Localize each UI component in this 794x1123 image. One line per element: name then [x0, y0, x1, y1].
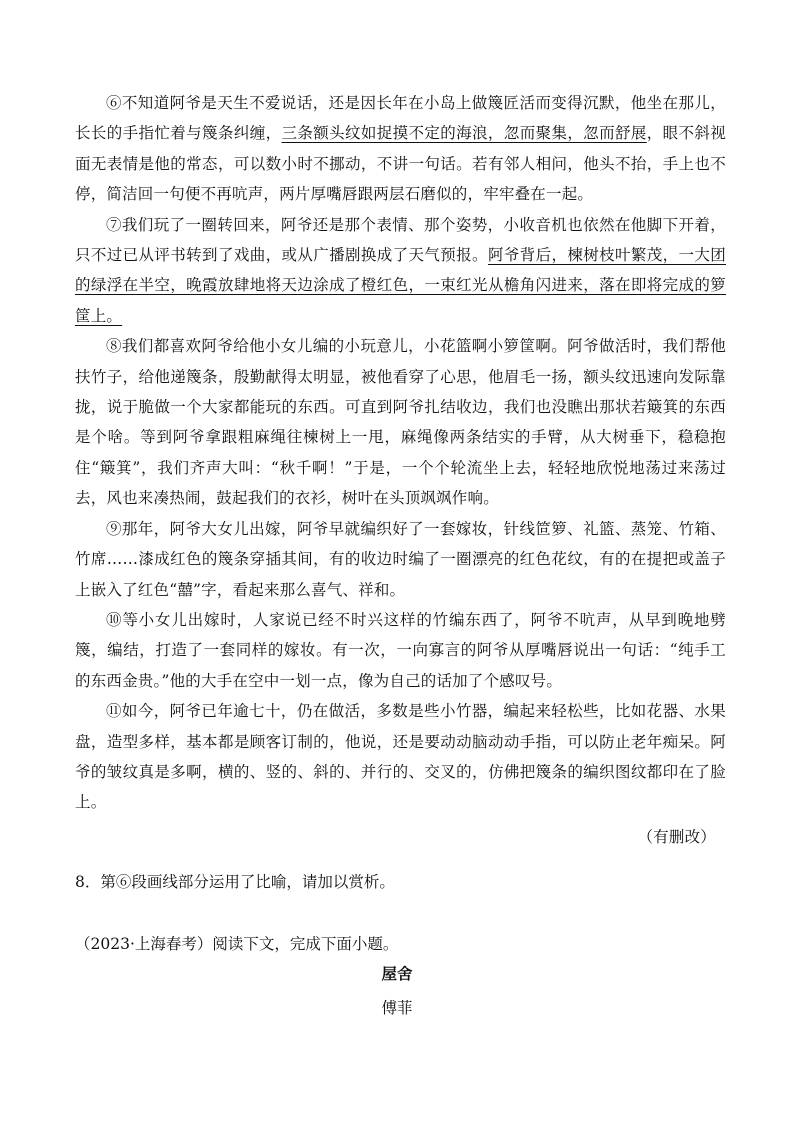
passage-body — [75, 88, 726, 852]
paragraph — [75, 605, 726, 696]
source-note: （有删改） — [637, 827, 716, 846]
underlined-text: 阿爷背后，楝树枝叶繁茂，一大团的绿浮在半空，晚霞放肆地将天边涂成了橙红色，一束红光从檐角闪进来，落在即将完成的箩筐上。 — [75, 246, 726, 325]
passage-paragraphs — [75, 88, 726, 818]
text-segment: ⑨那年，阿爷大女儿出嫁，阿爷早就编织好了一套嫁妆，针线笸箩、礼篮、蒸笼、竹箱、竹席……漆成红色的篾条穿插其间，有的收边时编了一圈漂亮的红色花纹，有的在提把或盖子上嵌入了红色“囍”字，看起来那么喜气、祥和。 — [75, 519, 726, 599]
paragraph — [75, 210, 726, 332]
paragraph — [75, 514, 726, 605]
text-segment: ⑥不知道阿爷是天生不爱说话，还是因长年在小岛上做篾匠活而变得沉默，他坐在那儿，长长的手指忙着与篾条纠缠， — [75, 94, 726, 143]
text-segment: ⑦我们玩了一圈转回来，阿爷还是那个表情、那个姿势，小收音机也依然在他脚下开着，只不过已从评书转到了戏曲，或从广播剧换成了天气预报。 — [75, 215, 726, 265]
paragraph — [75, 331, 726, 513]
text-segment: ⑪如今，阿爷已年逾七十，仍在做活，多数是些小竹器，编起来轻松些，比如花器、水果盘，造型多样，基本都是顾客订制的，他说，还是要动动脑动动手指，可以防止老年痴呆。阿爷的皱纹真是多啊，横的、竖的、斜的、并行的、交叉的，仿佛把篾条的编织图纹都印在了脸上。 — [75, 702, 726, 812]
next-reading-title: 屋舍 — [381, 964, 413, 983]
paragraph — [75, 696, 726, 818]
text-segment: ⑩等小女儿出嫁时，人家说已经不时兴这样的竹编东西了，阿爷不吭声，从早到晚地劈篾，编结，打造了一套同样的嫁妆。有一次，一向寡言的阿爷从厚嘴唇说出一句话：“纯手工的东西金贵。”他的大手在空中一划一点，像为自己的话加了个感叹号。 — [75, 610, 726, 690]
text-segment: ⑧我们都喜欢阿爷给他小女儿编的小玩意儿，小花篮啊小箩筐啊。阿爷做活时，我们帮他扶竹子，给他递篾条，殷勤献得太明显，被他看穿了心思，他眉毛一扬，额头纹迅速向发际靠拢，说于脆做一个大家都能玩的东西。可直到阿爷扎结收边，我们也没瞧出那状若簸箕的东西是个啥。等到阿爷拿跟粗麻绳往楝树上一甩，麻绳像两条结实的手臂，从大树垂下，稳稳抱住“簸箕”，我们齐声大叫：“秋千啊！”于是，一个个轮流坐上去，轻轻地欣悦地荡过来荡过去，风也来凑热闹，鼓起我们的衣衫，树叶在头顶飒飒作响。 — [75, 337, 726, 508]
next-reading-intro: （2023·上海春考）阅读下文，完成下面小题。 — [75, 935, 399, 953]
text-segment: ，眼不斜视面无表情是他的常态，可以数小时不挪动，不讲一句话。若有邻人相问，他头不抬，手上也不停，简洁回一句便不再吭声，两片厚嘴唇跟两层石磨似的，牢牢叠在一起。 — [75, 124, 726, 204]
underlined-text: 三条额头纹如捉摸不定的海浪，忽而聚集，忽而舒展 — [281, 124, 647, 143]
next-reading-author: 傅菲 — [381, 999, 413, 1017]
paragraph — [75, 88, 726, 210]
question-8: 8．第⑥段画线部分运用了比喻，请加以赏析。 — [75, 873, 395, 891]
